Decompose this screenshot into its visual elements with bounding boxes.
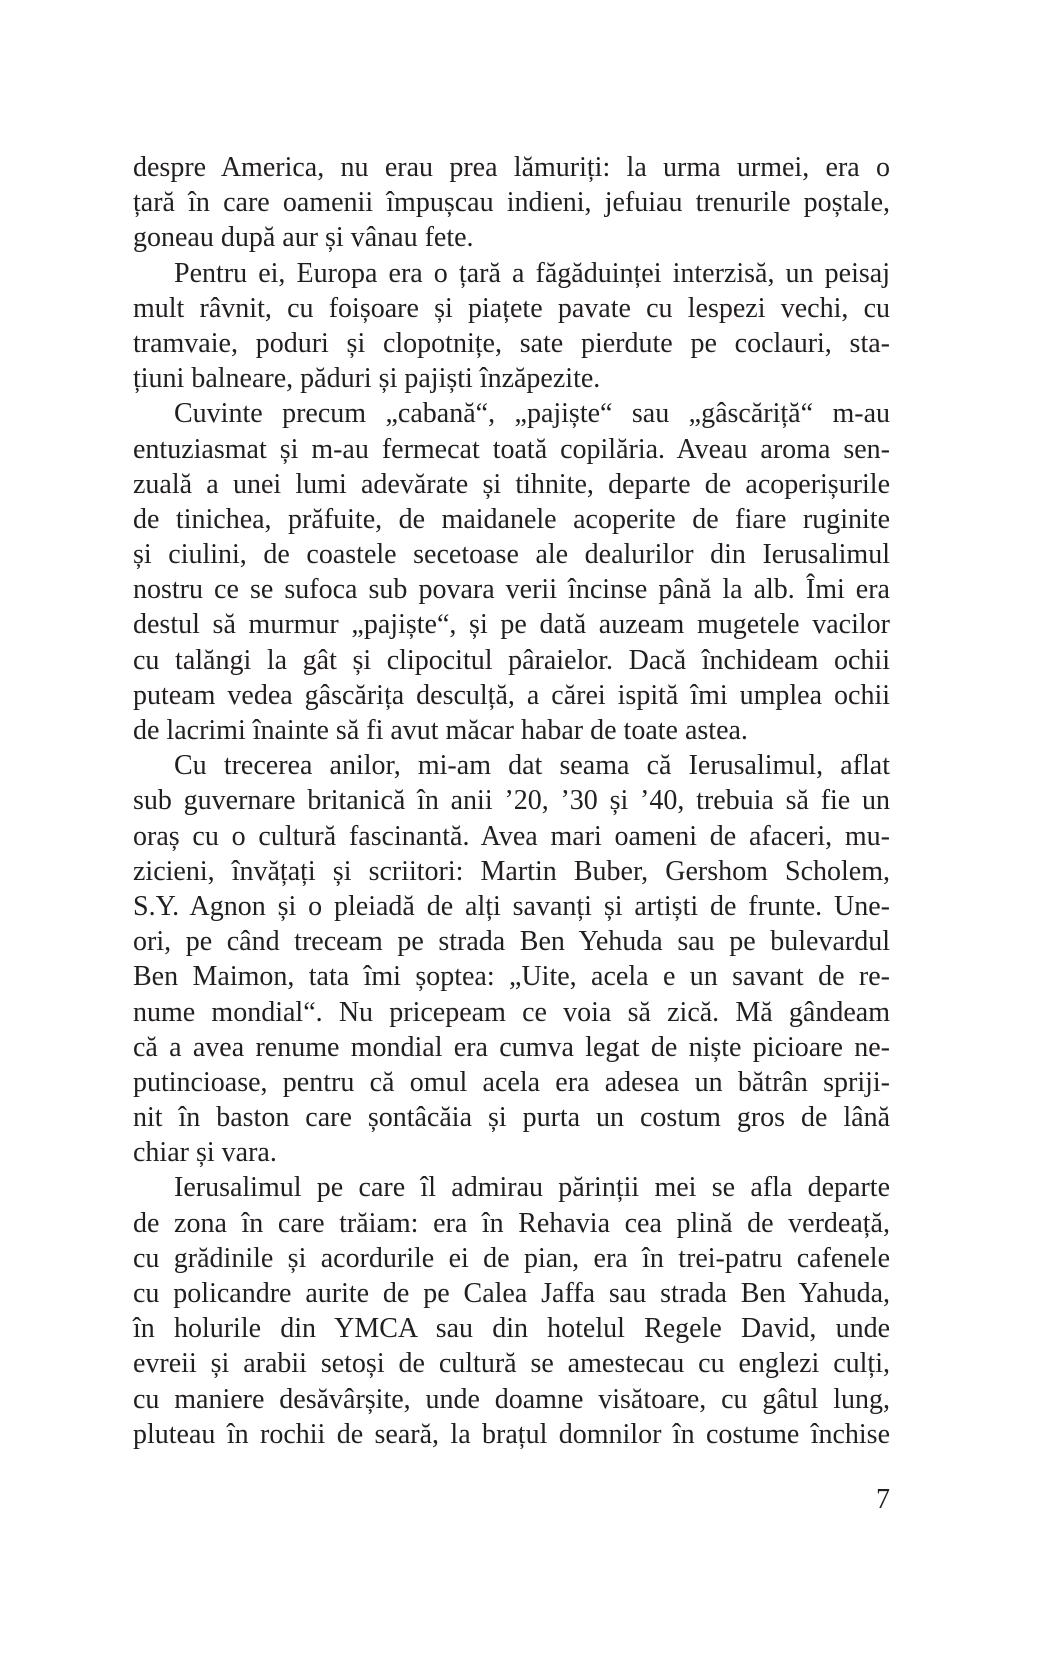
text-line: pluteau în rochii de seară, la brațul domnilor în costume închise [133,1418,890,1450]
text-line: de tinichea, prăfuite, de maidanele acoperite de fiare ruginite [133,503,890,535]
text-line: zuală a unei lumi adevărate și tihnite, departe de acoperișurile [133,468,890,500]
paragraph [133,150,890,256]
text-line: zicieni, învățați și scriitori: Martin Buber, Gershom Scholem, [133,855,890,887]
text-line: putincioase, pentru că omul acela era adesea un bătrân spriji- [133,1066,890,1098]
text-line: Pentru ei, Europa era o țară a făgăduinței interzisă, un peisaj [174,257,890,289]
text-line: în holurile din YMCA sau din hotelul Regele David, unde [133,1313,890,1345]
text-line: cu maniere desăvârșite, unde doamne visătoare, cu gâtul lung, [133,1383,890,1415]
text-line: cu talăngi la gât și clipocitul pâraielor. Dacă închideam ochii [133,644,890,676]
text-line: nume mondial“. Nu pricepeam ce voia să zică. Mă gândeam [133,996,890,1028]
text-line: despre America, nu erau prea lămuriți: la urma urmei, era o [133,152,890,183]
text-line: oraș cu o cultură fascinantă. Avea mari oameni de afaceri, mu- [133,820,890,852]
text-line: și ciulini, de coastele secetoase ale dealurilor din Ierusalimul [133,539,890,571]
text-line: puteam vedea gâscărița desculță, a cărei ispită îmi umplea ochii [133,679,890,711]
text-line: de zona în care trăiam: era în Rehavia cea plină de verdeață, [133,1207,890,1239]
text-line: cu grădinile și acordurile ei de pian, era în trei-patru cafenele [133,1242,890,1274]
text-line: că a avea renume mondial era cumva legat de niște picioare ne- [133,1031,890,1063]
text-line: nit în baston care șontâcăia și purta un costum gros de lână [133,1102,890,1134]
text-line: cu policandre aurite de pe Calea Jaffa sau strada Ben Yahuda, [133,1278,890,1309]
text-line: Cuvinte precum „cabană“, „pajiște“ sau „gâscăriță“ m-au [174,398,890,430]
text-line: goneau după aur și vânau fete. [133,222,474,254]
text-line: de lacrimi înainte să fi avut măcar habar de toate astea. [133,715,748,746]
paragraph [133,748,890,1170]
body-text [133,150,890,1452]
text-line: Ierusalimul pe care îl admirau părinții mei se afla departe [174,1172,890,1204]
text-line: sub guvernare britanică în anii ’20, ’30 și ’40, trebuia să fie un [133,785,890,817]
text-line: S.Y. Agnon și o pleiadă de alți savanți și artiști de frunte. Une- [133,890,890,922]
page-number: 7 [876,1484,890,1515]
text-line: Ben Maimon, tata îmi șoptea: „Uite, acela e un savant de re- [133,961,890,993]
text-line: țiuni balneare, păduri și pajiști înzăpezite. [133,363,601,395]
text-line: destul să murmur „pajiște“, și pe dată auzeam mugetele vacilor [133,609,890,641]
text-line: ori, pe când treceam pe strada Ben Yehuda sau pe bulevardul [133,926,890,958]
text-line: tramvaie, poduri și clopotnițe, sate pierdute pe coclauri, sta- [133,327,890,359]
text-line: evreii și arabii setoși de cultură se amestecau cu englezi culți, [133,1348,890,1380]
text-line: țară în care oamenii împușcau indieni, jefuiau trenurile poștale, [133,187,890,219]
text-line: chiar și vara. [133,1137,277,1169]
paragraph [133,256,890,397]
paragraph [133,396,890,748]
text-line: entuziasmat și m-au fermecat toată copilăria. Aveau aroma sen- [133,433,890,465]
text-line: Cu trecerea anilor, mi-am dat seama că Ierusalimul, aflat [174,750,890,782]
text-line: mult râvnit, cu foișoare și piațete pavate cu lespezi vechi, cu [133,292,890,324]
paragraph [133,1170,890,1452]
text-line: nostru ce se sufoca sub povara verii încinse până la alb. Îmi era [133,574,890,606]
